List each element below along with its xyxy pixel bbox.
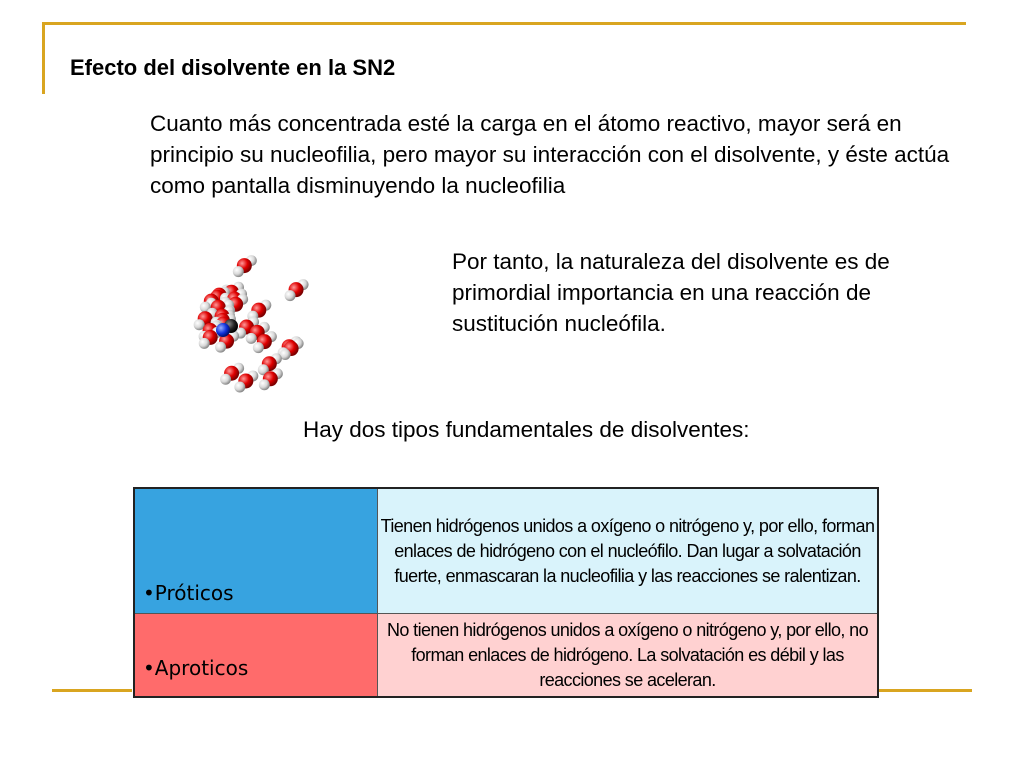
hydrogen-atom [253,342,264,353]
hydrogen-atom [234,381,245,392]
hydrogen-atom [285,290,296,301]
aprotic-description: No tienen hidrógenos unidos a oxígeno o nitrógeno y, por ello, no forman enlaces de hidrógeno. La solvatación es débil y las reacciones se aceleran. [378,614,879,698]
aprotic-label: •Aproticos [134,614,378,698]
protic-label: •Próticos [134,488,378,614]
importance-paragraph: Por tanto, la naturaleza del disolvente es de primordial importancia en una reacción de sustitución nucleófila. [452,249,890,336]
hydrogen-atom [246,333,257,344]
slide-frame-bottom-right [878,689,972,692]
intro-paragraph: Cuanto más concentrada esté la carga en el átomo reactivo, mayor será en principio su nucleofilia, pero mayor su interacción con el disolvente, y éste actúa como pantalla disminuyendo la nucleofilia [150,111,950,198]
slide-title: Efecto del disolvente en la SN2 [70,55,396,80]
nitrogen-atom [216,323,230,337]
hydrogen-atom [220,374,231,385]
table-row-aprotic [134,614,878,698]
hydrogen-atom [233,266,244,277]
slide-frame-bottom-left [52,689,132,692]
slide-frame-top [42,22,966,25]
slide-frame-left [42,22,45,94]
hydrogen-atom [259,379,270,390]
solvent-types-heading: Hay dos tipos fundamentales de disolventes: [303,417,750,442]
solvated-nucleophile-molecule-icon [175,238,310,393]
table-row-protic [134,488,878,614]
hydrogen-atom [199,338,210,349]
protic-description: Tienen hidrógenos unidos a oxígeno o nitrógeno y, por ello, forman enlaces de hidrógeno con el nucleófilo. Dan lugar a solvatación fuerte, enmascaran la nucleofilia y las reacciones se ralentizan. [378,488,879,614]
hydrogen-atom [215,342,226,353]
solvent-types-table [133,487,879,698]
